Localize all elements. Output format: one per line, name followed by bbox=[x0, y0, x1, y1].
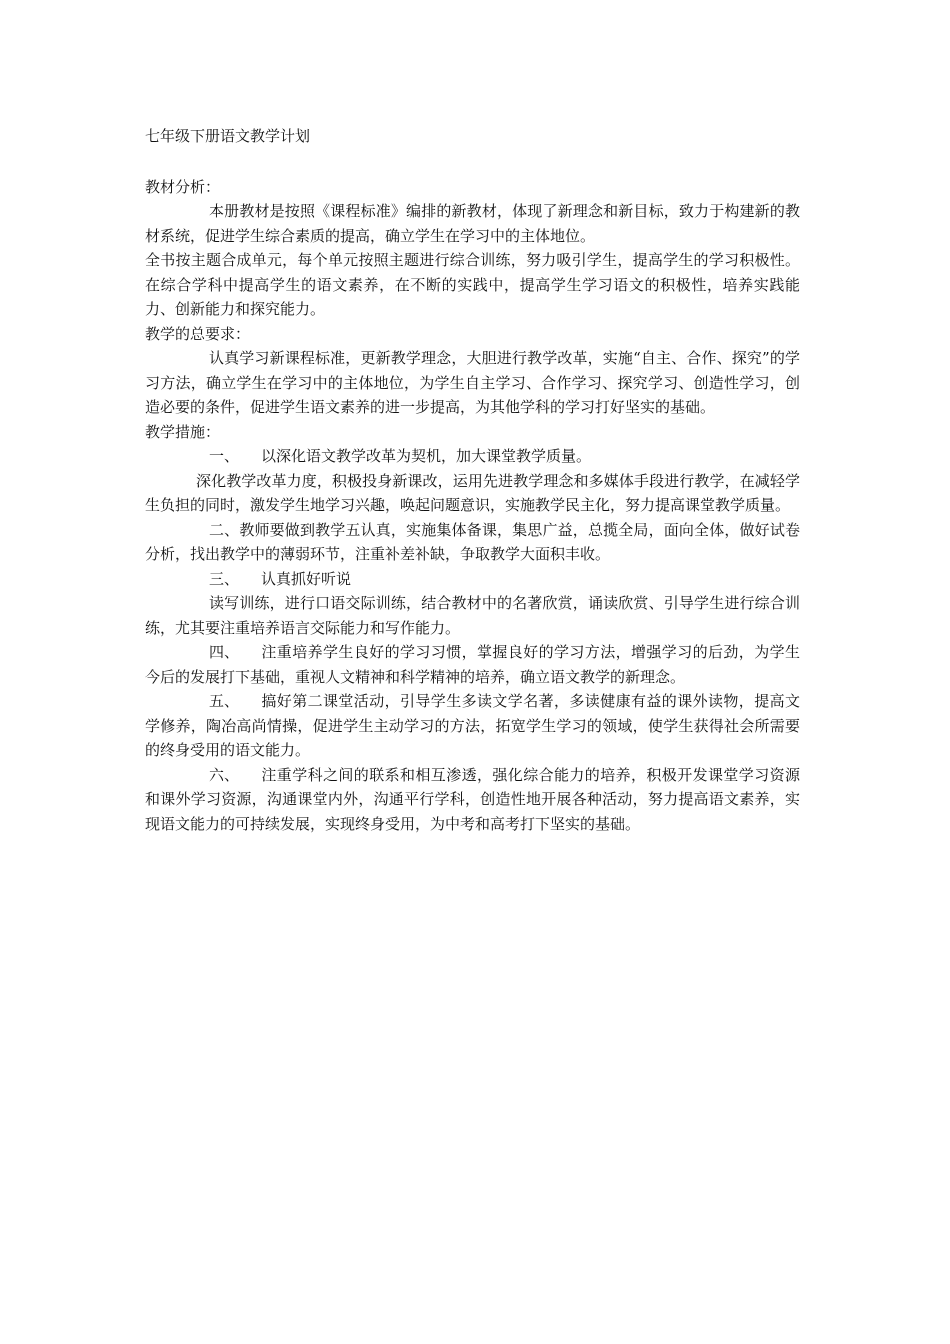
measure-item-2: 二、教师要做到教学五认真，实施集体备课，集思广益，总揽全局，面向全体，做好试卷分析，找出教学中的薄弱环节，注重补差补缺，争取教学大面积丰收。 bbox=[145, 520, 800, 563]
measure-number: 六、 bbox=[209, 765, 240, 784]
measure-number: 一、 bbox=[209, 447, 240, 465]
measure-item-1 bbox=[145, 444, 800, 469]
measure-item-5 bbox=[145, 689, 800, 763]
paragraph-textbook-units: 全书按主题合成单元，每个单元按照主题进行综合训练，努力吸引学生，提高学生的学习积极性。在综合学科中提高学生的语文素养，在不断的实践中，提高学生学习语文的积极性，培养实践能力、创新能力和探究能力。 bbox=[145, 251, 800, 318]
measure-text: 认真抓好听说 bbox=[261, 569, 352, 588]
measure-text: 以深化语文教学改革为契机，加大课堂教学质量。 bbox=[261, 447, 592, 465]
section-heading-textbook-analysis: 教材分析： bbox=[145, 177, 221, 196]
measure-number: 三、 bbox=[209, 569, 240, 588]
measure-item-4 bbox=[145, 640, 800, 689]
measure-item-3 bbox=[145, 567, 800, 592]
section-heading-general-requirements: 教学的总要求： bbox=[145, 324, 251, 343]
paragraph-textbook-intro: 本册教材是按照《课程标准》编排的新教材，体现了新理念和新目标，致力于构建新的教材系统，促进学生综合素质的提高，确立学生在学习中的主体地位。 bbox=[145, 202, 800, 245]
document-body bbox=[145, 124, 800, 836]
measure-item-6 bbox=[145, 763, 800, 837]
measure-text: 注重培养学生良好的学习习惯，掌握良好的学习方法，增强学习的后劲，为学生今后的发展打下基础，重视人文精神和科学精神的培养，确立语文教学的新理念。 bbox=[145, 643, 800, 686]
measure-number: 五、 bbox=[209, 692, 240, 710]
measure-text: 搞好第二课堂活动，引导学生多读文学名著，多读健康有益的课外读物，提高文学修养，陶冶高尚情操，促进学生主动学习的方法，拓宽学生学习的领域，使学生获得社会所需要的终身受用的语文能力。 bbox=[145, 692, 800, 759]
measure-text: 注重学科之间的联系和相互渗透，强化综合能力的培养，积极开发课堂学习资源和课外学习资源，沟通课堂内外，沟通平行学科，创造性地开展各种活动，努力提高语文素养，实现语文能力的可持续发展，实现终身受用，为中考和高考打下坚实的基础。 bbox=[145, 765, 800, 833]
measure-item-1-body: 深化教学改革力度，积极投身新课改，运用先进教学理念和多媒体手段进行教学，在减轻学生负担的同时，激发学生地学习兴趣，唤起问题意识，实施教学民主化，努力提高课堂教学质量。 bbox=[145, 471, 800, 514]
measure-number: 四、 bbox=[209, 643, 240, 661]
document-title: 七年级下册语文教学计划 bbox=[145, 127, 311, 145]
measure-item-3-body: 读写训练，进行口语交际训练，结合教材中的名著欣赏，诵读欣赏、引导学生进行综合训练，尤其要注重培养语言交际能力和写作能力。 bbox=[145, 594, 800, 637]
paragraph-general-requirements: 认真学习新课程标准，更新教学理念，大胆进行教学改革，实施“自主、合作、探究”的学习方法，确立学生在学习中的主体地位，为学生自主学习、合作学习、探究学习、创造性学习，创造必要的条件，促进学生语文素养的进一步提高，为其他学科的学习打好坚实的基础。 bbox=[145, 349, 800, 416]
section-heading-teaching-measures: 教学措施： bbox=[145, 422, 221, 441]
